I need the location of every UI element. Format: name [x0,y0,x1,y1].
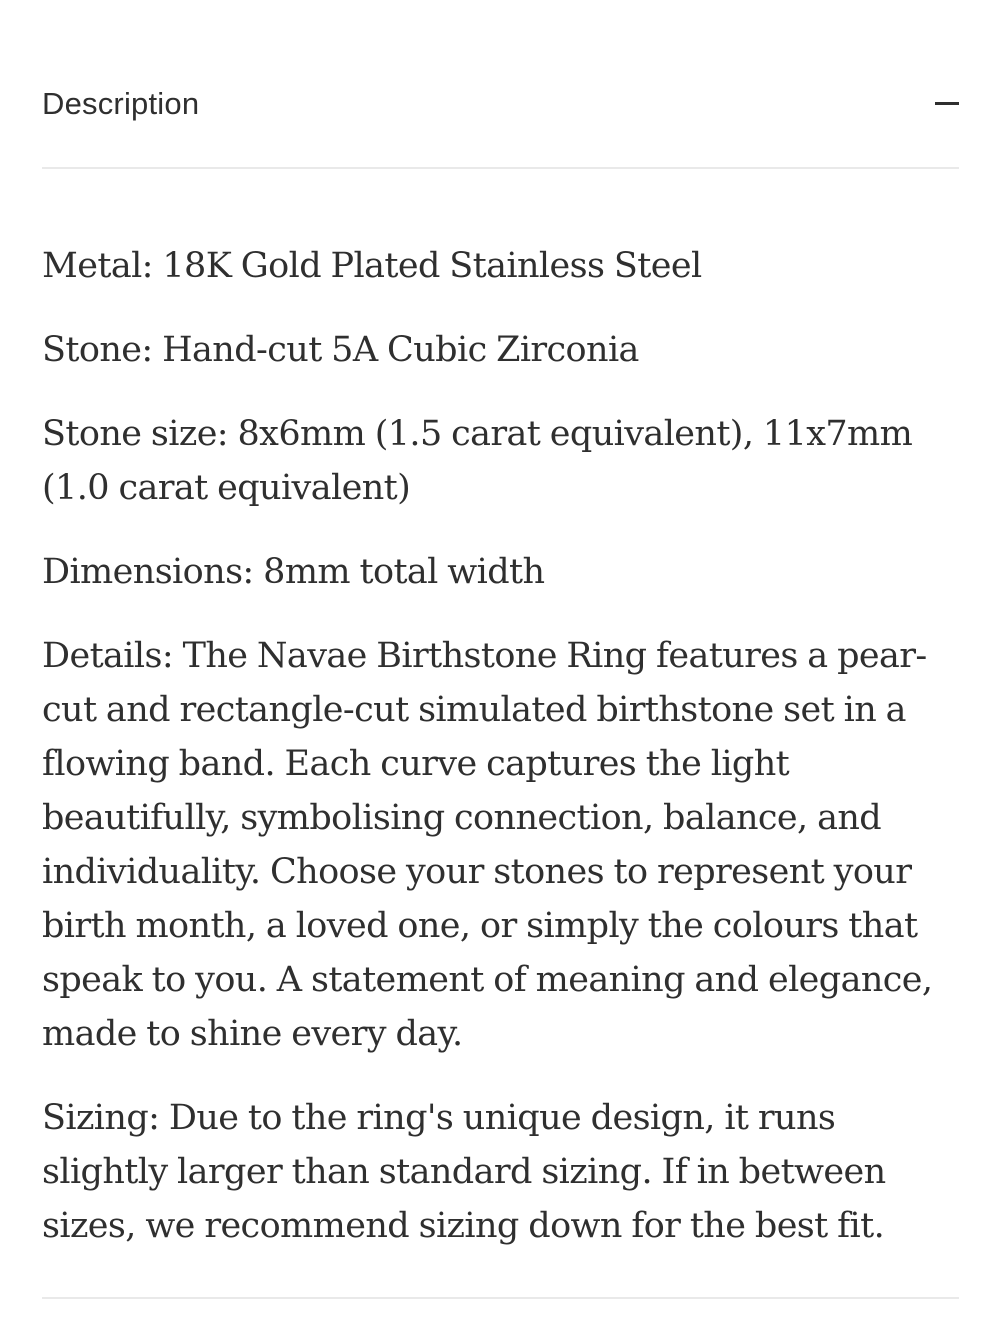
accordion-title: Description [42,86,200,121]
bottom-divider [42,1297,959,1299]
description-accordion-header[interactable] [42,0,959,167]
description-content [42,169,959,1253]
stone-paragraph: Stone: Hand-cut 5A Cubic Zirconia [42,330,639,370]
description-accordion [42,0,959,1283]
dimensions-paragraph: Dimensions: 8mm total width [42,552,545,592]
minus-icon[interactable] [935,102,959,105]
sizing-paragraph: Sizing: Due to the ring's unique design, it runs slightly larger than standard sizing. If in between sizes, we recommend sizing down for the best fit. [42,1098,886,1246]
details-paragraph: Details: The Navae Birthstone Ring features a pear-cut and rectangle-cut simulated birthstone set in a flowing band. Each curve captures the light beautifully, symbolising connection, balance, and individuality. Choose your stones to represent your birth month, a loved one, or simply the colours that speak to you. A statement of meaning and elegance, made to shine every day. [42,636,933,1054]
stone-size-paragraph: Stone size: 8x6mm (1.5 carat equivalent), 11x7mm (1.0 carat equivalent) [42,414,913,508]
metal-paragraph: Metal: 18K Gold Plated Stainless Steel [42,246,702,286]
